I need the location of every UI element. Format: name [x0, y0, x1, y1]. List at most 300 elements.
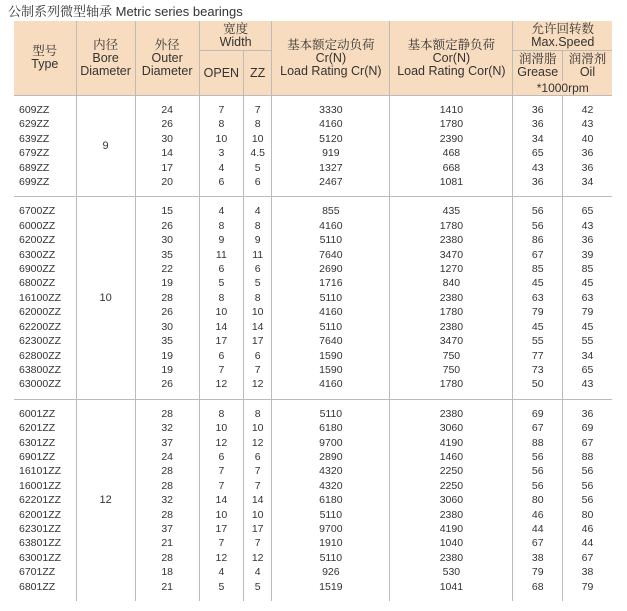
grease-cell: 45 [513, 320, 562, 334]
oil-cell: 42 [581, 104, 594, 116]
cor-cell: 3060 [390, 493, 513, 507]
outer-cell: 14 [135, 146, 199, 160]
cr-cell: 1590 [272, 363, 390, 377]
outer-cell: 28 [135, 551, 199, 565]
grease-cell: 56 [513, 450, 562, 464]
header-grease-zh: 润滑脂 [518, 52, 557, 66]
grease-cell: 86 [513, 233, 562, 247]
type-cell: 62001ZZ [14, 508, 76, 522]
zz-cell: 6 [243, 450, 271, 464]
open-cell: 4 [199, 565, 243, 579]
cr-cell: 2690 [272, 262, 390, 276]
outer-cell: 26 [135, 117, 199, 131]
cr-cell: 4160 [272, 377, 390, 391]
oil-cell: 38 [581, 566, 594, 579]
zz-cell: 8 [243, 117, 271, 131]
type-cell: 16001ZZ [14, 479, 76, 493]
cr-cell: 7640 [272, 248, 390, 262]
cr-cell: 4320 [272, 479, 390, 493]
oil-cell: 43 [581, 378, 594, 391]
zz-cell: 10 [243, 421, 271, 435]
outer-cell: 35 [135, 248, 199, 262]
open-cell: 10 [199, 132, 243, 146]
cor-cell: 2380 [390, 291, 513, 305]
type-cell: 63800ZZ [14, 363, 76, 377]
type-cell: 6801ZZ [14, 580, 76, 594]
cr-cell: 9700 [272, 522, 390, 536]
zz-cell: 7 [243, 479, 271, 493]
zz-cell: 10 [243, 132, 271, 146]
header-bore [76, 21, 135, 96]
cr-cell: 5120 [272, 132, 390, 146]
zz-cell: 8 [243, 291, 271, 305]
cr-cell: 6180 [272, 421, 390, 435]
oil-cell: 39 [581, 248, 594, 261]
header-outer [135, 21, 199, 96]
grease-cell: 43 [513, 161, 562, 175]
header-oil-en: Oil [579, 65, 596, 79]
open-cell: 8 [199, 117, 243, 131]
cor-cell: 1040 [390, 536, 513, 550]
outer-cell: 26 [135, 219, 199, 233]
outer-cell: 37 [135, 522, 199, 536]
cor-cell: 1780 [390, 305, 513, 319]
cor-cell: 1041 [390, 580, 513, 594]
outer-cell: 24 [135, 103, 199, 117]
type-cell: 639ZZ [14, 132, 76, 146]
outer-cell: 28 [135, 508, 199, 522]
zz-cell: 8 [243, 407, 271, 421]
open-cell: 7 [199, 536, 243, 550]
outer-cell: 19 [135, 363, 199, 377]
header-bore-en2: Diameter [80, 63, 131, 78]
type-cell: 6201ZZ [14, 421, 76, 435]
header-grease [513, 51, 562, 82]
cr-cell: 5110 [272, 233, 390, 247]
header-width-en: Width [219, 34, 252, 49]
grease-cell: 67 [513, 536, 562, 550]
bearing-spec-table [14, 21, 612, 601]
type-cell: 63001ZZ [14, 551, 76, 565]
header-cr [272, 21, 390, 96]
zz-cell: 11 [243, 248, 271, 262]
bearing-group [14, 96, 612, 197]
type-cell: 6700ZZ [14, 204, 76, 218]
outer-cell: 21 [135, 536, 199, 550]
cor-cell: 4190 [390, 522, 513, 536]
open-cell: 12 [199, 436, 243, 450]
cor-cell: 2380 [390, 508, 513, 522]
type-cell: 62300ZZ [14, 334, 76, 348]
cr-cell: 4320 [272, 464, 390, 478]
grease-cell: 67 [513, 248, 562, 262]
open-cell: 6 [199, 349, 243, 363]
header-cr-en: Load Rating Cr(N) [280, 63, 382, 78]
zz-cell: 12 [243, 551, 271, 565]
grease-cell: 36 [513, 175, 562, 189]
cor-cell: 3470 [390, 334, 513, 348]
header-width [199, 21, 272, 51]
open-cell: 6 [199, 175, 243, 189]
grease-cell: 65 [513, 146, 562, 160]
oil-cell: 56 [581, 465, 594, 478]
oil-cell: 55 [581, 335, 594, 348]
oil-cell: 46 [581, 522, 594, 535]
grease-cell: 88 [513, 436, 562, 450]
header-outer-en2: Diameter [141, 63, 193, 78]
open-cell: 4 [199, 204, 243, 218]
open-cell: 12 [199, 551, 243, 565]
header-speed-en: Max.Speed [531, 34, 595, 49]
zz-cell: 17 [243, 334, 271, 348]
outer-cell: 26 [135, 377, 199, 391]
oil-cell: 80 [581, 508, 594, 521]
oil-cell: 85 [581, 263, 594, 276]
type-cell: 16100ZZ [14, 291, 76, 305]
cr-cell: 5110 [272, 407, 390, 421]
cor-cell: 750 [390, 363, 513, 377]
outer-cell: 20 [135, 175, 199, 189]
cr-cell: 9700 [272, 436, 390, 450]
cr-cell: 1327 [272, 161, 390, 175]
open-cell: 7 [199, 103, 243, 117]
grease-cell: 63 [513, 291, 562, 305]
outer-cell: 30 [135, 233, 199, 247]
oil-cell: 40 [581, 132, 594, 145]
open-cell: 10 [199, 305, 243, 319]
cr-cell: 2467 [272, 175, 390, 189]
cr-cell: 926 [272, 565, 390, 579]
page-title: 公制系列微型轴承 Metric series bearings [8, 4, 243, 19]
cor-cell: 1081 [390, 175, 513, 189]
oil-cell: 67 [581, 436, 594, 449]
oil-cell: 43 [581, 219, 594, 232]
type-cell: 6301ZZ [14, 436, 76, 450]
cr-cell: 1590 [272, 349, 390, 363]
type-cell: 6800ZZ [14, 276, 76, 290]
oil-cell: 36 [581, 147, 594, 160]
oil-cell: 44 [581, 537, 594, 550]
zz-cell: 4 [243, 204, 271, 218]
open-cell: 14 [199, 493, 243, 507]
cor-cell: 2390 [390, 132, 513, 146]
grease-cell: 55 [513, 334, 562, 348]
header-type [14, 21, 76, 96]
zz-cell: 5 [243, 276, 271, 290]
open-cell: 17 [199, 334, 243, 348]
bore-diameter-cell: 9 [76, 96, 135, 197]
outer-cell: 24 [135, 450, 199, 464]
oil-cell: 36 [581, 234, 594, 247]
bore-diameter-cell: 10 [76, 197, 135, 399]
zz-cell: 5 [243, 580, 271, 594]
type-cell: 6300ZZ [14, 248, 76, 262]
zz-cell: 7 [243, 103, 271, 117]
cr-cell: 919 [272, 146, 390, 160]
zz-cell: 14 [243, 320, 271, 334]
grease-cell: 38 [513, 551, 562, 565]
outer-cell: 32 [135, 421, 199, 435]
open-cell: 10 [199, 508, 243, 522]
oil-cell: 34 [581, 176, 594, 189]
open-cell: 14 [199, 320, 243, 334]
bearing-group [14, 197, 612, 399]
type-cell: 62201ZZ [14, 493, 76, 507]
header-speed-zh: 允许回转数 [531, 21, 594, 36]
type-cell: 62301ZZ [14, 522, 76, 536]
open-cell: 5 [199, 580, 243, 594]
oil-cell: 43 [581, 118, 594, 131]
open-cell: 7 [199, 479, 243, 493]
cor-cell: 2380 [390, 320, 513, 334]
oil-cell: 34 [581, 349, 594, 362]
cor-cell: 1410 [390, 103, 513, 117]
grease-cell: 56 [513, 464, 562, 478]
header-outer-en1: Outer [151, 50, 183, 65]
open-cell: 7 [199, 464, 243, 478]
cor-cell: 435 [390, 204, 513, 218]
grease-cell: 68 [513, 580, 562, 594]
outer-cell: 26 [135, 305, 199, 319]
grease-cell: 85 [513, 262, 562, 276]
cr-cell: 5110 [272, 508, 390, 522]
header-type-en: Type [31, 57, 59, 71]
cor-cell: 840 [390, 276, 513, 290]
header-oil [562, 51, 612, 82]
oil-cell: 56 [581, 479, 594, 492]
open-cell: 3 [199, 146, 243, 160]
type-cell: 6001ZZ [14, 407, 76, 421]
header-speed-unit: *1000rpm [513, 81, 612, 96]
cor-cell: 3060 [390, 421, 513, 435]
header-grease-en: Grease [517, 65, 559, 79]
header-cor-en: Load Rating Cor(N) [397, 63, 506, 78]
cor-cell: 2250 [390, 464, 513, 478]
open-cell: 11 [199, 248, 243, 262]
type-cell: 6701ZZ [14, 565, 76, 579]
cr-cell: 1910 [272, 536, 390, 550]
header-cor [390, 21, 513, 96]
header-speed [513, 21, 612, 51]
grease-cell: 67 [513, 421, 562, 435]
outer-cell: 15 [135, 204, 199, 218]
oil-cell: 36 [581, 161, 594, 174]
type-cell: 62000ZZ [14, 305, 76, 319]
oil-cell: 65 [581, 205, 594, 218]
cor-cell: 1460 [390, 450, 513, 464]
cor-cell: 530 [390, 565, 513, 579]
grease-cell: 56 [513, 219, 562, 233]
cor-cell: 750 [390, 349, 513, 363]
oil-cell: 88 [581, 450, 594, 463]
oil-cell: 65 [581, 363, 594, 376]
header-outer-zh: 外径 [154, 37, 180, 52]
outer-cell: 21 [135, 580, 199, 594]
spacer-row [14, 96, 612, 104]
grease-cell: 69 [513, 407, 562, 421]
zz-cell: 17 [243, 522, 271, 536]
cr-cell: 1716 [272, 276, 390, 290]
oil-cell: 63 [581, 291, 594, 304]
grease-cell: 80 [513, 493, 562, 507]
spacer-row [14, 399, 612, 407]
header-width-zh: 宽度 [223, 21, 249, 36]
zz-cell: 14 [243, 493, 271, 507]
type-cell: 6901ZZ [14, 450, 76, 464]
type-cell: 629ZZ [14, 117, 76, 131]
type-cell: 62200ZZ [14, 320, 76, 334]
cor-cell: 3470 [390, 248, 513, 262]
cor-cell: 1780 [390, 219, 513, 233]
grease-cell: 56 [513, 479, 562, 493]
open-cell: 8 [199, 407, 243, 421]
grease-cell: 73 [513, 363, 562, 377]
grease-cell: 45 [513, 276, 562, 290]
zz-cell: 12 [243, 377, 271, 391]
outer-cell: 19 [135, 349, 199, 363]
grease-cell: 50 [513, 377, 562, 391]
type-cell: 6200ZZ [14, 233, 76, 247]
zz-cell: 5 [243, 161, 271, 175]
cr-cell: 1519 [272, 580, 390, 594]
open-cell: 6 [199, 262, 243, 276]
cr-cell: 5110 [272, 291, 390, 305]
cor-cell: 1780 [390, 117, 513, 131]
open-cell: 8 [199, 219, 243, 233]
type-cell: 609ZZ [14, 103, 76, 117]
grease-cell: 46 [513, 508, 562, 522]
outer-cell: 37 [135, 436, 199, 450]
oil-cell: 45 [581, 277, 594, 290]
grease-cell: 44 [513, 522, 562, 536]
header-oil-zh: 润滑剂 [568, 52, 607, 66]
type-cell: 699ZZ [14, 175, 76, 189]
oil-cell: 56 [581, 494, 594, 507]
grease-cell: 36 [513, 103, 562, 117]
outer-cell: 28 [135, 407, 199, 421]
outer-cell: 17 [135, 161, 199, 175]
open-cell: 9 [199, 233, 243, 247]
outer-cell: 19 [135, 276, 199, 290]
cr-cell: 855 [272, 204, 390, 218]
outer-cell: 22 [135, 262, 199, 276]
open-cell: 8 [199, 291, 243, 305]
grease-cell: 36 [513, 117, 562, 131]
type-cell: 63000ZZ [14, 377, 76, 391]
cor-cell: 1780 [390, 377, 513, 391]
type-cell: 16101ZZ [14, 464, 76, 478]
bore-diameter-cell: 12 [76, 399, 135, 601]
cor-cell: 2380 [390, 407, 513, 421]
type-cell: 679ZZ [14, 146, 76, 160]
cr-cell: 5110 [272, 551, 390, 565]
open-cell: 10 [199, 421, 243, 435]
oil-cell: 45 [581, 320, 594, 333]
grease-cell: 79 [513, 305, 562, 319]
header-cor-zh: 基本额定静负荷 [407, 37, 496, 52]
spacer-row [14, 197, 612, 205]
zz-cell: 7 [243, 464, 271, 478]
cor-cell: 1270 [390, 262, 513, 276]
cr-cell: 2890 [272, 450, 390, 464]
zz-cell: 4.5 [243, 146, 271, 160]
table-header [14, 21, 612, 96]
type-cell: 689ZZ [14, 161, 76, 175]
oil-cell: 69 [581, 422, 594, 435]
outer-cell: 28 [135, 291, 199, 305]
header-type-zh: 型号 [32, 44, 58, 58]
zz-cell: 4 [243, 565, 271, 579]
type-cell: 63801ZZ [14, 536, 76, 550]
oil-cell: 79 [581, 580, 594, 593]
open-cell: 5 [199, 276, 243, 290]
cr-cell: 3330 [272, 103, 390, 117]
cor-cell: 668 [390, 161, 513, 175]
outer-cell: 32 [135, 493, 199, 507]
header-bore-en1: Bore [92, 50, 119, 65]
cor-cell: 4190 [390, 436, 513, 450]
zz-cell: 6 [243, 175, 271, 189]
type-cell: 6900ZZ [14, 262, 76, 276]
open-cell: 6 [199, 450, 243, 464]
cor-cell: 468 [390, 146, 513, 160]
header-cor-unit: Cor(N) [432, 50, 471, 65]
oil-cell: 79 [581, 306, 594, 319]
header-bore-zh: 内径 [93, 37, 119, 52]
open-cell: 12 [199, 377, 243, 391]
outer-cell: 30 [135, 320, 199, 334]
open-cell: 17 [199, 522, 243, 536]
cor-cell: 2250 [390, 479, 513, 493]
zz-cell: 6 [243, 349, 271, 363]
cr-cell: 4160 [272, 117, 390, 131]
cor-cell: 2380 [390, 233, 513, 247]
type-cell: 62800ZZ [14, 349, 76, 363]
grease-cell: 79 [513, 565, 562, 579]
header-cr-unit: Cr(N) [315, 50, 347, 65]
outer-cell: 28 [135, 479, 199, 493]
outer-cell: 35 [135, 334, 199, 348]
oil-cell: 67 [581, 551, 594, 564]
outer-cell: 28 [135, 464, 199, 478]
cr-cell: 5110 [272, 320, 390, 334]
cr-cell: 7640 [272, 334, 390, 348]
zz-cell: 12 [243, 436, 271, 450]
grease-cell: 34 [513, 132, 562, 146]
grease-cell: 77 [513, 349, 562, 363]
outer-cell: 18 [135, 565, 199, 579]
grease-cell: 56 [513, 204, 562, 218]
zz-cell: 10 [243, 305, 271, 319]
cr-cell: 6180 [272, 493, 390, 507]
header-width-open: OPEN [199, 51, 243, 96]
header-cr-zh: 基本额定动负荷 [287, 37, 375, 52]
zz-cell: 7 [243, 363, 271, 377]
zz-cell: 10 [243, 508, 271, 522]
zz-cell: 6 [243, 262, 271, 276]
zz-cell: 7 [243, 536, 271, 550]
header-width-zz: ZZ [243, 51, 271, 96]
bearing-group [14, 399, 612, 601]
open-cell: 4 [199, 161, 243, 175]
open-cell: 7 [199, 363, 243, 377]
zz-cell: 9 [243, 233, 271, 247]
outer-cell: 30 [135, 132, 199, 146]
oil-cell: 36 [581, 407, 594, 420]
type-cell: 6000ZZ [14, 219, 76, 233]
zz-cell: 8 [243, 219, 271, 233]
cr-cell: 4160 [272, 219, 390, 233]
